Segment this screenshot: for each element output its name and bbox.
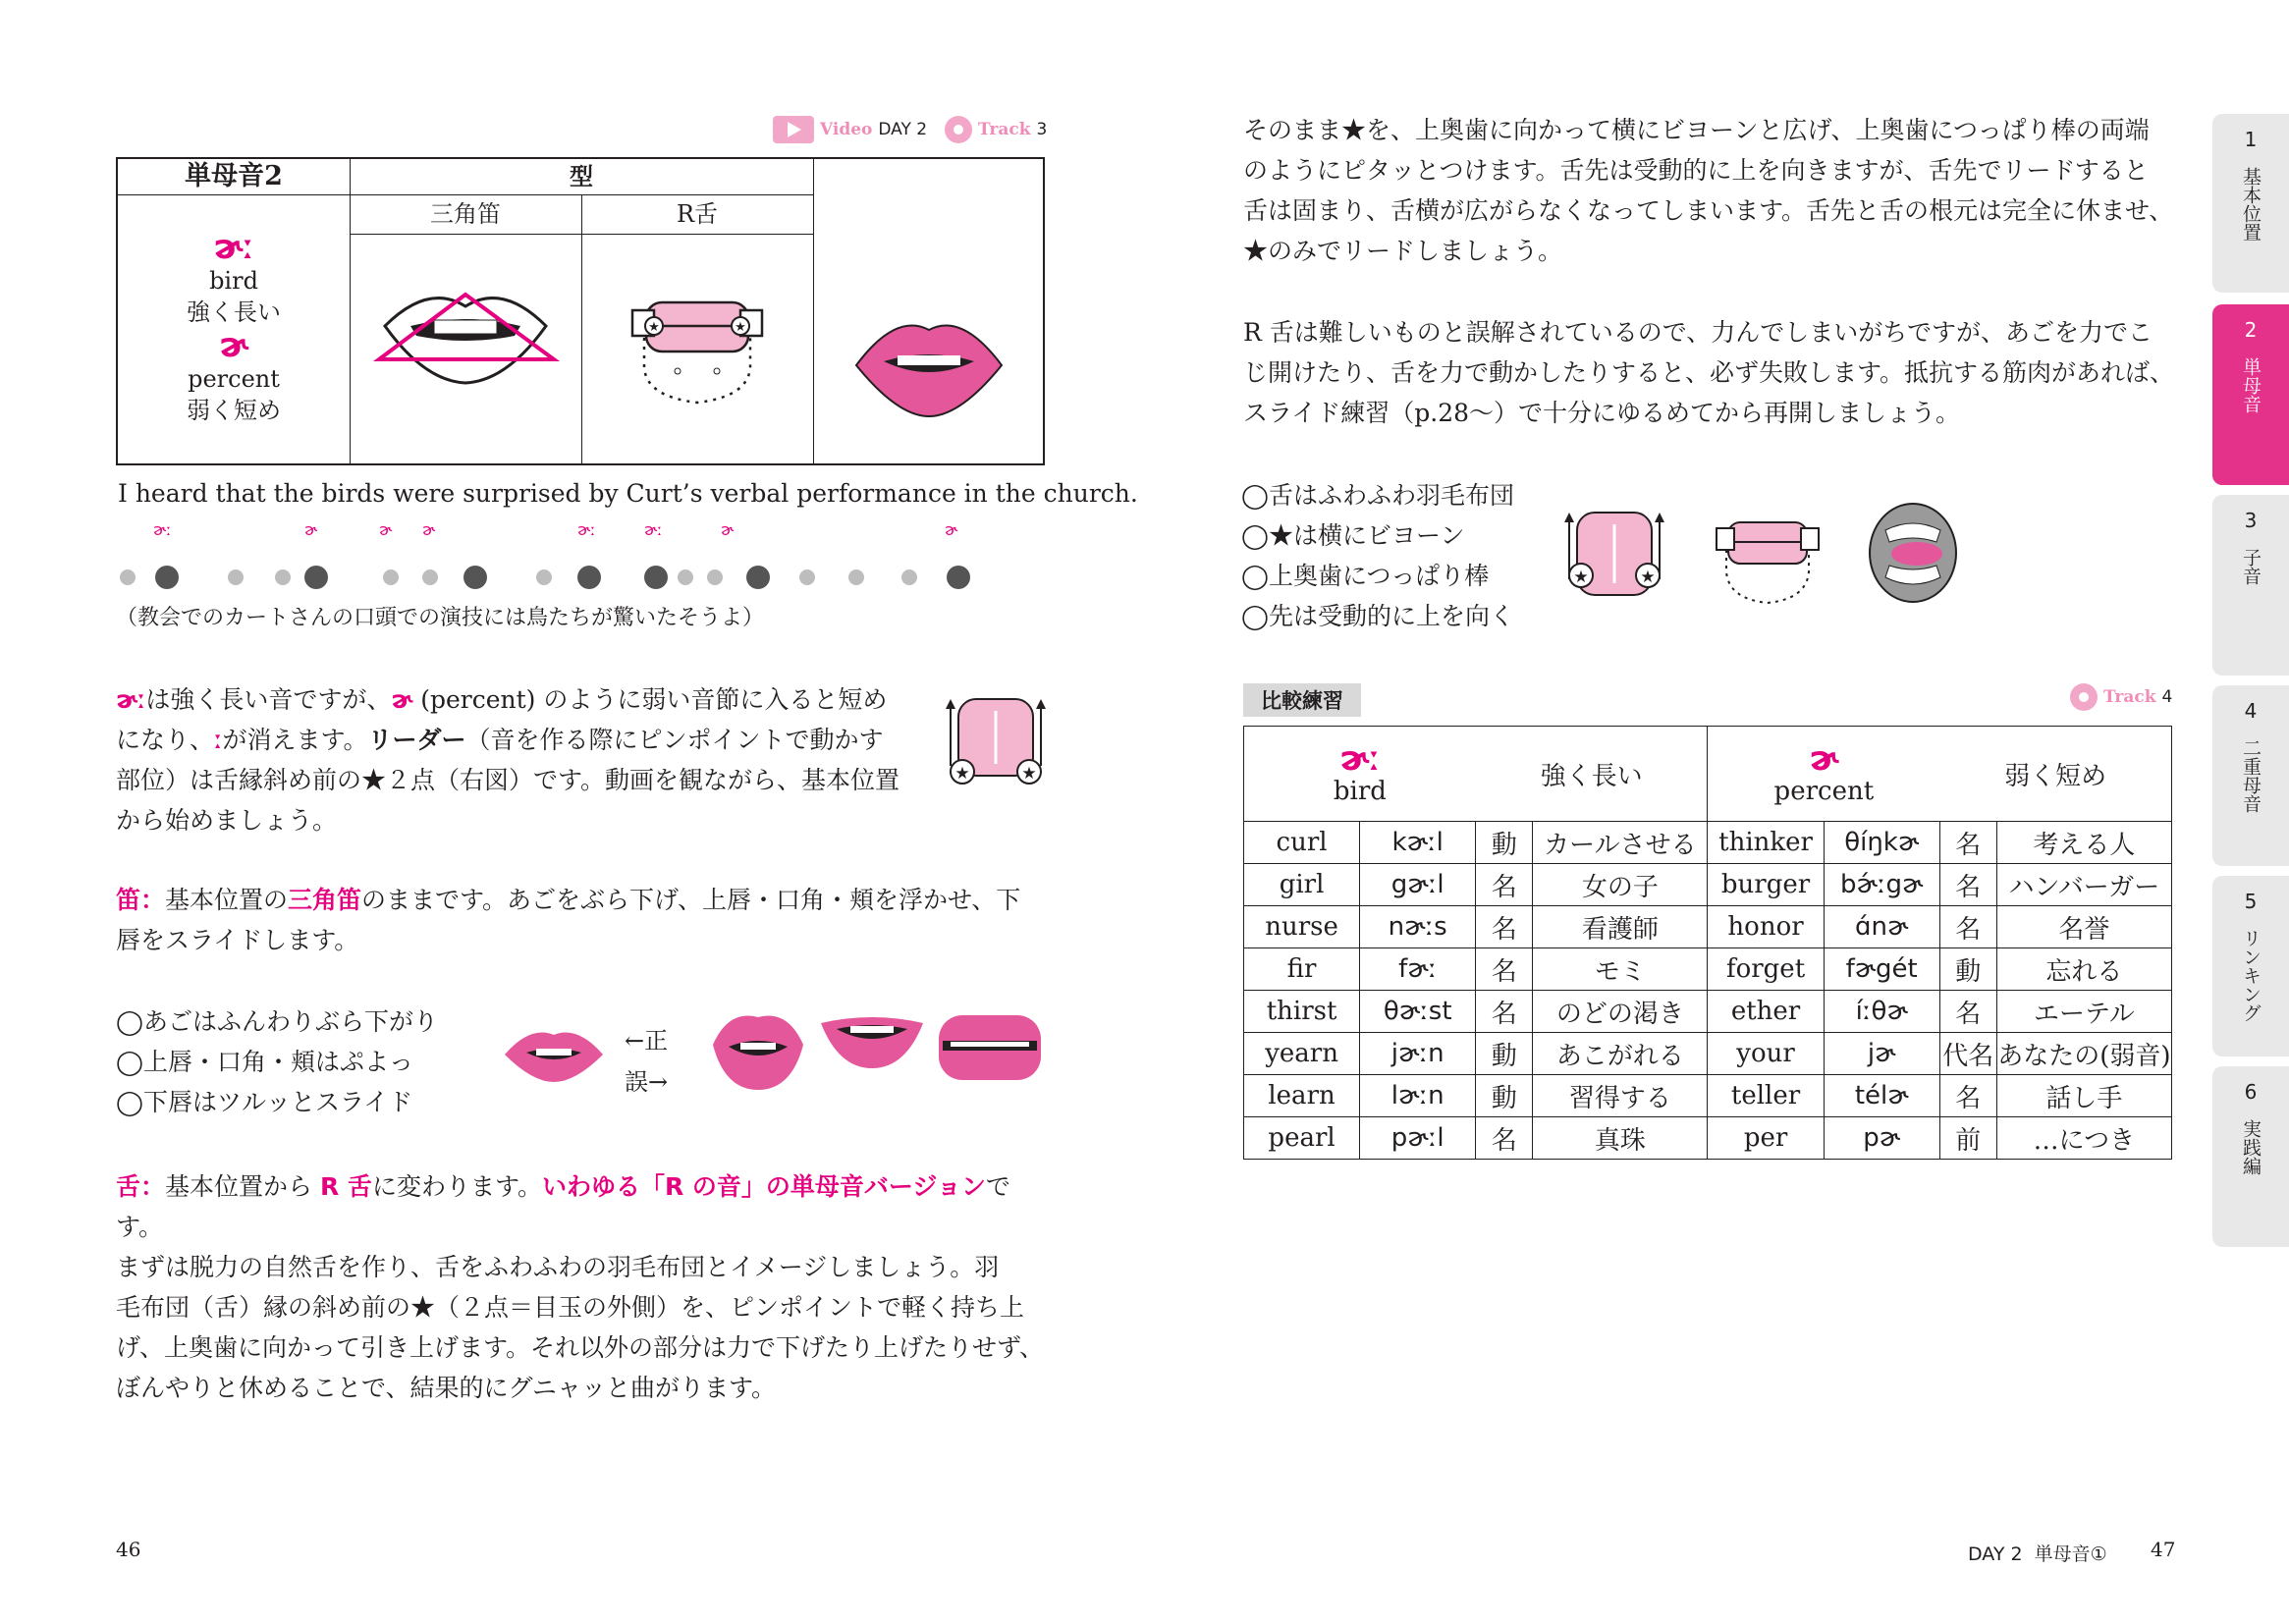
- table-cell: 名: [1939, 822, 1996, 864]
- ipa-cell: θɚːst: [1360, 991, 1476, 1033]
- tongue-paragraph: 舌：基本位置から R 舌に変わります。いわゆる「R の音」の単母音バージョンです。 まずは脱力の自然舌を作り、舌をふわふわの羽毛布団とイメージしましょう。羽 毛布団（舌）縁の斜め前の★（２点＝目玉の外側）を、ピンポイントで軽く持ち上 げ、上奥歯に向かって引き上げます。それ以外の部分は力で下げたり上げたりせず、 ぼんやりと休めることで、結果的にグニャッと曲がります。: [116, 1172, 1045, 1402]
- desc-weak-short: 弱く短め: [1939, 727, 2171, 822]
- table-cell: 動: [1939, 948, 1996, 991]
- r-tongue-illustration: [581, 234, 813, 465]
- tab-basic-position[interactable]: 1 基本位置: [2212, 114, 2289, 293]
- comparison-table: [1243, 726, 2172, 1160]
- table-cell: 名: [1476, 906, 1533, 948]
- compare-title: 比較練習: [1243, 683, 1361, 717]
- day-label: DAY 2: [878, 120, 928, 139]
- track-number: 4: [2161, 687, 2173, 707]
- weak-dot: [678, 569, 693, 585]
- track-badge[interactable]: [945, 116, 1047, 143]
- table-cell: curl: [1244, 822, 1360, 864]
- word-bird: bird: [209, 267, 258, 295]
- tongue-stretch-illustration: [1709, 513, 1826, 607]
- table-row: [1244, 1117, 2172, 1160]
- weak-dot: [383, 569, 399, 585]
- table-cell: learn: [1244, 1075, 1360, 1117]
- tongue-up-illustration: [1559, 505, 1667, 603]
- table-cell: fir: [1244, 948, 1360, 991]
- table-cell: 習得する: [1533, 1075, 1708, 1117]
- weak-dot: [848, 569, 864, 585]
- svg-text:★: ★: [954, 764, 970, 784]
- ipa-cell: télɚ: [1824, 1075, 1939, 1117]
- svg-text:★: ★: [648, 320, 660, 335]
- table-cell: 忘れる: [1996, 948, 2171, 991]
- desc-strong-long: 強く長い: [1476, 727, 1708, 822]
- svg-text:★: ★: [735, 320, 746, 335]
- table-cell: …につき: [1996, 1117, 2171, 1160]
- track-label: Track: [2103, 687, 2156, 707]
- table-cell: 名: [1476, 1117, 1533, 1160]
- pink-lips-illustration: [813, 159, 1045, 465]
- desc-weak-short: 弱く短め: [187, 397, 281, 424]
- table-row: [1244, 948, 2172, 991]
- flute-paragraph: 笛：基本位置の三角笛のままです。あごをぶら下げ、上唇・口角・頬を浮かせ、下 唇をスライドします。: [116, 886, 1021, 954]
- stress-mark: ɚ: [721, 520, 735, 539]
- play-icon: [773, 116, 814, 143]
- vowel-type-table: [116, 157, 1045, 465]
- ipa-cell: bɚ́ːgɚ: [1824, 864, 1939, 906]
- ipa-cell: nɚːs: [1360, 906, 1476, 948]
- table-cell: 前: [1939, 1117, 1996, 1160]
- lips-wrong-2: [817, 1011, 927, 1070]
- weak-dot: [120, 569, 136, 585]
- symbol-short: ɚ: [1809, 739, 1839, 779]
- table-row: [1244, 1075, 2172, 1117]
- right-paragraph-2: R 舌は難しいものと誤解されているので、力んでしまいがちですが、あごを力でこ じ開けたり、舌を力で動かしたりすると、必ず失敗します。抵抗する筋肉があれば、 スライド練習（p.28〜）で十分にゆるめてから再開しましょう。: [1243, 318, 2175, 427]
- table-cell: 真珠: [1533, 1117, 1708, 1160]
- checklist-item: ◯上唇・口角・頬はぷよっ: [116, 1048, 413, 1076]
- track-label: Track: [978, 120, 1031, 139]
- stress-mark: ɚː: [153, 520, 172, 539]
- table-cell: ハンバーガー: [1996, 864, 2171, 906]
- compare-track-badge[interactable]: [2070, 683, 2172, 711]
- table-cell: 名: [1939, 991, 1996, 1033]
- ipa-cell: fɚː: [1360, 948, 1476, 991]
- table-row: [1244, 864, 2172, 906]
- example-sentence: I heard that the birds were surprised by Curt’s verbal performance in the church.: [118, 479, 1138, 508]
- table-cell: 名: [1476, 991, 1533, 1033]
- stress-pattern: [116, 520, 1000, 589]
- triangle-lips-illustration: [350, 234, 581, 465]
- checklist-item: ◯舌はふわふわ羽毛布団: [1241, 481, 1514, 510]
- disc-icon: [945, 116, 972, 143]
- strong-dot: [577, 566, 601, 589]
- table-cell: 考える人: [1996, 822, 2171, 864]
- table-cell: 名: [1939, 906, 1996, 948]
- ipa-cell: jɚ: [1824, 1033, 1939, 1075]
- stress-mark: ɚː: [577, 520, 596, 539]
- table-cell: 代名: [1939, 1033, 1996, 1075]
- correct-label: ←正: [625, 1027, 669, 1055]
- wrong-label: 誤→: [625, 1068, 669, 1096]
- table-cell: 看護師: [1533, 906, 1708, 948]
- tab-monophthong[interactable]: 2 単母音: [2212, 304, 2289, 485]
- table-cell: 名誉: [1996, 906, 2171, 948]
- stress-mark: ɚ: [945, 520, 958, 539]
- weak-dot: [275, 569, 291, 585]
- svg-text:★: ★: [1640, 568, 1656, 587]
- ipa-cell: ɑ́nɚ: [1824, 906, 1939, 948]
- video-badge[interactable]: [773, 116, 927, 143]
- strong-dot: [463, 566, 487, 589]
- table-cell: teller: [1708, 1075, 1824, 1117]
- lips-correct: [501, 1021, 607, 1086]
- table-cell: honor: [1708, 906, 1824, 948]
- stress-mark: ɚ: [379, 520, 393, 539]
- table-cell: 名: [1939, 1075, 1996, 1117]
- tongue-checklist: [1241, 475, 1514, 636]
- strong-dot: [304, 566, 328, 589]
- stress-mark: ɚ: [304, 520, 318, 539]
- checklist-item: ◯あごはふんわりぶら下がり: [116, 1007, 438, 1036]
- translation: （教会でのカートさんの口頭での演技には鳥たちが驚いたそうよ）: [116, 606, 765, 630]
- ipa-cell: fɚgét: [1824, 948, 1939, 991]
- table-cell: 名: [1476, 948, 1533, 991]
- table-cell: nurse: [1244, 906, 1360, 948]
- word-percent: percent: [1773, 777, 1875, 806]
- weak-dot: [707, 569, 723, 585]
- checklist-item: ◯先は受動的に上を向く: [1241, 602, 1514, 630]
- ipa-cell: íːθɚ: [1824, 991, 1939, 1033]
- table-cell: thinker: [1708, 822, 1824, 864]
- table-cell: thirst: [1244, 991, 1360, 1033]
- strong-dot: [947, 566, 970, 589]
- stress-mark: ɚː: [644, 520, 663, 539]
- table-cell: girl: [1244, 864, 1360, 906]
- tab-consonant[interactable]: 3 子音: [2212, 495, 2289, 676]
- table-cell: ether: [1708, 991, 1824, 1033]
- table-cell: yearn: [1244, 1033, 1360, 1075]
- table-cell: pearl: [1244, 1117, 1360, 1160]
- lips-checklist: [116, 1001, 438, 1122]
- table-row: [1244, 906, 2172, 948]
- table-cell: あこがれる: [1533, 1033, 1708, 1075]
- tab-diphthong[interactable]: 4 二重母音: [2212, 685, 2289, 866]
- table-row: [1244, 1033, 2172, 1075]
- table-cell: 話し手: [1996, 1075, 2171, 1117]
- ipa-cell: kɚːl: [1360, 822, 1476, 864]
- lips-wrong-1: [709, 1007, 807, 1092]
- checklist-item: ◯上奥歯につっぱり棒: [1241, 562, 1490, 590]
- symbol-long: ɚː: [213, 228, 254, 267]
- track-number: 3: [1036, 120, 1048, 139]
- table-title: 単母音2: [185, 161, 283, 191]
- ipa-cell: pɚːl: [1360, 1117, 1476, 1160]
- strong-dot: [746, 566, 770, 589]
- ipa-cell: θíŋkɚ: [1824, 822, 1939, 864]
- table-cell: per: [1708, 1117, 1824, 1160]
- col-r-tongue: R舌: [676, 200, 719, 228]
- col-triangle-flute: 三角笛: [430, 200, 501, 228]
- table-cell: 名: [1939, 864, 1996, 906]
- table-cell: のどの渇き: [1533, 991, 1708, 1033]
- table-cell: あなたの(弱音): [1996, 1033, 2171, 1075]
- svg-text:★: ★: [1573, 568, 1589, 587]
- page-number-right: 47: [2151, 1538, 2176, 1561]
- video-label: Video: [820, 120, 873, 139]
- leader-paragraph: ɚːは強く長い音ですが、ɚ (percent) のように弱い音節に入ると短め になり、ːが消えます。リーダー（音を作る際にピンポイントで動かす 部位）は舌縁斜め前の★２点（右図）です。動画を観ながら、基本位置 から始めましょう。: [116, 685, 900, 835]
- ipa-cell: pɚ: [1824, 1117, 1939, 1160]
- type-header: 型: [570, 162, 593, 190]
- tab-linking[interactable]: 5 リンキング: [2212, 876, 2289, 1056]
- page-number-left: 46: [116, 1538, 141, 1561]
- table-cell: エーテル: [1996, 991, 2171, 1033]
- right-paragraph-1: そのまま★を、上奥歯に向かって横にビヨーンと広げ、上奥歯につっぱり棒の両端 のようにピタッとつけます。舌先は受動的に上を向きますが、舌先でリードすると 舌は固まり、舌横が広がらなくなってしまいます。舌先と舌の根元は完全に休ませ、 ★のみでリードしましょう。: [1243, 116, 2174, 265]
- table-cell: 名: [1476, 864, 1533, 906]
- weak-dot: [799, 569, 815, 585]
- table-header-row: [1244, 727, 2172, 822]
- word-bird: bird: [1333, 777, 1387, 806]
- table-row: [1244, 991, 2172, 1033]
- table-cell: モミ: [1533, 948, 1708, 991]
- ipa-cell: jɚːn: [1360, 1033, 1476, 1075]
- symbol-description: [118, 194, 350, 465]
- weak-dot: [536, 569, 552, 585]
- disc-icon: [2070, 683, 2098, 711]
- tab-practice[interactable]: 6 実践編: [2212, 1066, 2289, 1247]
- symbol-long: ɚː: [1339, 739, 1381, 779]
- table-cell: forget: [1708, 948, 1824, 991]
- svg-text:★: ★: [1021, 764, 1037, 784]
- table-cell: カールさせる: [1533, 822, 1708, 864]
- table-cell: 女の子: [1533, 864, 1708, 906]
- ipa-cell: lɚːn: [1360, 1075, 1476, 1117]
- ipa-cell: gɚːl: [1360, 864, 1476, 906]
- checklist-item: ◯★は横にビヨーン: [1241, 521, 1465, 550]
- word-percent: percent: [188, 365, 280, 393]
- table-row: [1244, 822, 2172, 864]
- table-cell: 動: [1476, 822, 1533, 864]
- table-cell: your: [1708, 1033, 1824, 1075]
- table-cell: burger: [1708, 864, 1824, 906]
- symbol-short: ɚ: [219, 326, 248, 365]
- strong-dot: [155, 566, 179, 589]
- desc-strong-long: 強く長い: [187, 298, 281, 326]
- footer-running-head: DAY 2 単母音①: [1968, 1543, 2107, 1565]
- weak-dot: [901, 569, 917, 585]
- weak-dot: [422, 569, 438, 585]
- checklist-item: ◯下唇はツルッとスライド: [116, 1088, 413, 1116]
- tongue-stars-illustration: [941, 691, 1049, 789]
- mouth-inside-illustration: [1866, 501, 1960, 605]
- weak-dot: [228, 569, 244, 585]
- table-cell: 動: [1476, 1033, 1533, 1075]
- table-cell: 動: [1476, 1075, 1533, 1117]
- strong-dot: [644, 566, 668, 589]
- lips-wrong-3: [935, 1011, 1045, 1084]
- stress-mark: ɚ: [422, 520, 436, 539]
